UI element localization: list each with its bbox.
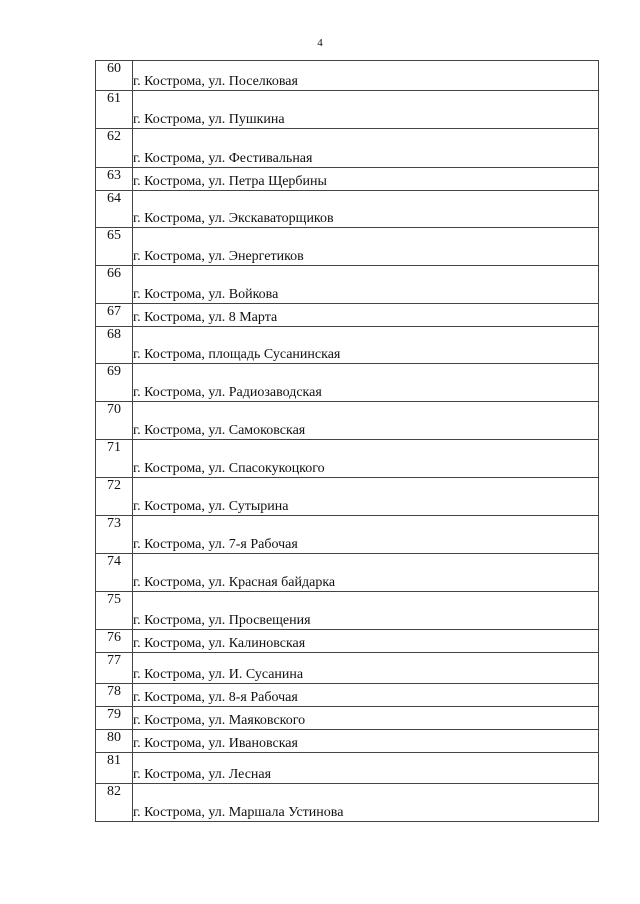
- table-row: [96, 266, 599, 304]
- row-address: г. Кострома, ул. Пушкина: [133, 91, 599, 129]
- table-row: [96, 364, 599, 402]
- row-number: 77: [96, 653, 133, 684]
- row-address: г. Кострома, ул. Калиновская: [133, 630, 599, 653]
- row-address: г. Кострома, ул. Петра Щербины: [133, 168, 599, 191]
- row-address: г. Кострома, ул. Поселковая: [133, 61, 599, 91]
- table-row: [96, 707, 599, 730]
- row-number: 60: [96, 61, 133, 91]
- row-address: г. Кострома, ул. Фестивальная: [133, 129, 599, 168]
- row-number: 82: [96, 784, 133, 822]
- row-address: г. Кострома, ул. Самоковская: [133, 402, 599, 440]
- address-table-body: [96, 61, 599, 822]
- table-row: [96, 684, 599, 707]
- table-row: [96, 653, 599, 684]
- table-row: [96, 554, 599, 592]
- row-number: 70: [96, 402, 133, 440]
- row-number: 76: [96, 630, 133, 653]
- table-row: [96, 630, 599, 653]
- row-address: г. Кострома, ул. Сутырина: [133, 478, 599, 516]
- row-number: 61: [96, 91, 133, 129]
- table-row: [96, 168, 599, 191]
- row-address: г. Кострома, ул. Экскаваторщиков: [133, 191, 599, 228]
- row-number: 74: [96, 554, 133, 592]
- table-row: [96, 61, 599, 91]
- row-address: г. Кострома, ул. Просвещения: [133, 592, 599, 630]
- row-number: 75: [96, 592, 133, 630]
- row-address: г. Кострома, ул. И. Сусанина: [133, 653, 599, 684]
- row-address: г. Кострома, ул. Красная байдарка: [133, 554, 599, 592]
- row-number: 67: [96, 304, 133, 327]
- row-number: 71: [96, 440, 133, 478]
- table-row: [96, 228, 599, 266]
- page-number: 4: [317, 37, 323, 49]
- table-row: [96, 191, 599, 228]
- row-number: 72: [96, 478, 133, 516]
- row-number: 66: [96, 266, 133, 304]
- row-address: г. Кострома, ул. 7-я Рабочая: [133, 516, 599, 554]
- table-row: [96, 784, 599, 822]
- table-row: [96, 304, 599, 327]
- row-address: г. Кострома, ул. Ивановская: [133, 730, 599, 753]
- row-address: г. Кострома, ул. Энергетиков: [133, 228, 599, 266]
- row-number: 81: [96, 753, 133, 784]
- row-address: г. Кострома, ул. Спасокукоцкого: [133, 440, 599, 478]
- table-row: [96, 91, 599, 129]
- table-row: [96, 402, 599, 440]
- table-row: [96, 516, 599, 554]
- row-number: 68: [96, 327, 133, 364]
- table-row: [96, 730, 599, 753]
- row-address: г. Кострома, площадь Сусанинская: [133, 327, 599, 364]
- table-row: [96, 129, 599, 168]
- row-address: г. Кострома, ул. Лесная: [133, 753, 599, 784]
- row-number: 62: [96, 129, 133, 168]
- row-number: 64: [96, 191, 133, 228]
- row-address: г. Кострома, ул. Маршала Устинова: [133, 784, 599, 822]
- row-number: 73: [96, 516, 133, 554]
- row-address: г. Кострома, ул. Войкова: [133, 266, 599, 304]
- row-address: г. Кострома, ул. 8 Марта: [133, 304, 599, 327]
- table-row: [96, 753, 599, 784]
- row-number: 78: [96, 684, 133, 707]
- row-number: 80: [96, 730, 133, 753]
- table-row: [96, 478, 599, 516]
- table-row: [96, 592, 599, 630]
- table-row: [96, 327, 599, 364]
- table-row: [96, 440, 599, 478]
- row-address: г. Кострома, ул. Радиозаводская: [133, 364, 599, 402]
- address-table: [95, 60, 599, 822]
- row-number: 65: [96, 228, 133, 266]
- row-number: 69: [96, 364, 133, 402]
- row-number: 63: [96, 168, 133, 191]
- row-address: г. Кострома, ул. 8-я Рабочая: [133, 684, 599, 707]
- row-number: 79: [96, 707, 133, 730]
- row-address: г. Кострома, ул. Маяковского: [133, 707, 599, 730]
